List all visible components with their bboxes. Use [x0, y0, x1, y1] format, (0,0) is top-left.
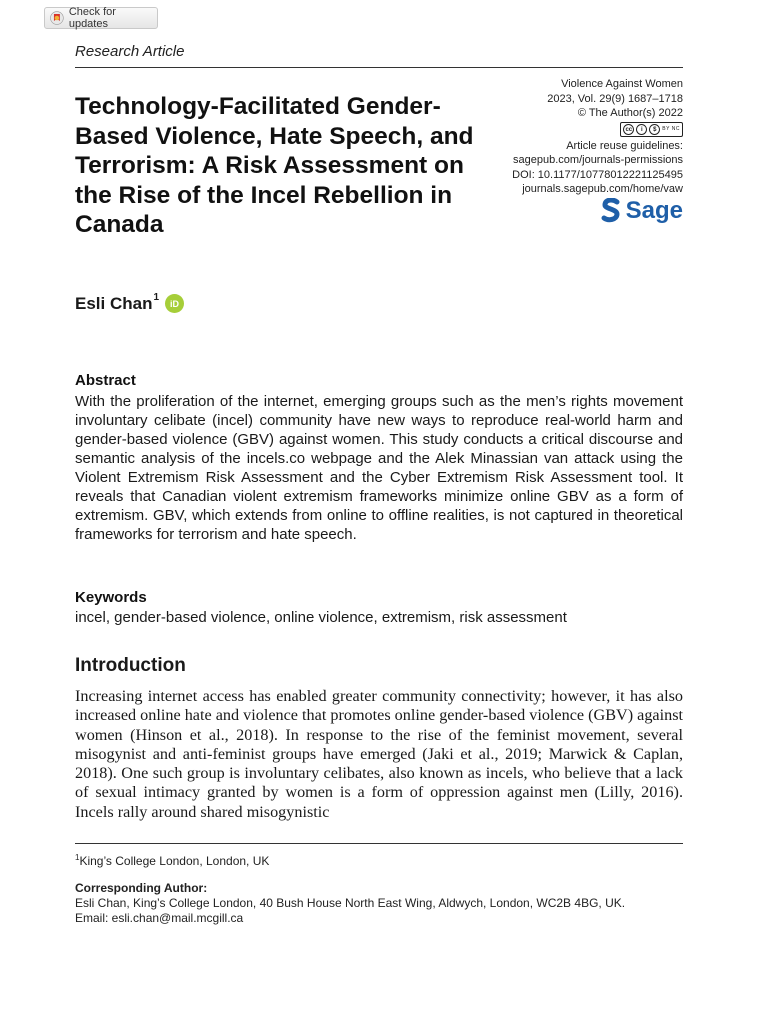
keywords-heading: Keywords — [75, 589, 147, 606]
cc-icon: cc — [623, 124, 634, 135]
journal-volume: 2023, Vol. 29(9) 1687–1718 — [547, 92, 683, 105]
footnote-mark: 1 — [75, 853, 80, 862]
journal-home-link[interactable]: journals.sagepub.com/home/vaw — [522, 183, 683, 195]
permissions-link[interactable]: sagepub.com/journals-permissions — [513, 154, 683, 166]
author-name: Esli Chan — [75, 294, 153, 313]
introduction-heading: Introduction — [75, 655, 186, 676]
check-for-updates-label: Check for updates — [68, 6, 116, 30]
by-icon: i — [636, 124, 647, 135]
copyright: © The Author(s) 2022 — [577, 107, 683, 119]
keywords-text: incel, gender-based violence, online violence, extremism, risk assessment — [75, 609, 567, 626]
footnote-text: King’s College London, London, UK — [79, 854, 270, 868]
publisher-name: Sage — [625, 197, 683, 224]
orcid-icon[interactable]: iD — [165, 294, 184, 313]
journal-name: Violence Against Women — [561, 78, 683, 90]
reuse-guidelines: Article reuse guidelines: — [566, 139, 683, 152]
header-divider — [75, 67, 683, 68]
article-title: Technology-Facilitated Gender-Based Violence, Hate Speech, and Terrorism: A Risk Assessment on the Rise of the Incel Rebellion in Canada — [75, 93, 474, 238]
crossmark-icon — [50, 11, 64, 25]
nc-icon: $ — [649, 124, 660, 135]
corresponding-heading: Corresponding Author: — [75, 881, 208, 895]
footnote-divider — [75, 843, 683, 844]
doi[interactable]: DOI: 10.1177/10778012221125495 — [512, 168, 683, 181]
journal-info — [443, 77, 683, 197]
cc-license-badge[interactable] — [620, 122, 683, 137]
introduction-text: Increasing internet access has enabled greater community connectivity; however, it has also increased online hate and violence that promotes online gender-based violence (GBV) against women (Hinson et al., 2018). In response to the rise of the feminist movement, several misogynist and anti-feminist groups have emerged (Jaki et al., 2019; Marwick & Caplan, 2018). One such group is involuntary celibates, also known as incels, who believe that a lack of sexual intimacy granted by women is a form of oppression against men (Lilly, 2016). Incels rally around shared misogynistic — [75, 687, 683, 821]
corresponding-address: Esli Chan, King’s College London, 40 Bush House North East Wing, Aldwych, London, WC2B 4BG, UK. — [75, 896, 626, 910]
author-line — [75, 294, 184, 314]
license-label: BY NC — [662, 125, 680, 132]
affiliation-footnote — [75, 853, 269, 868]
sage-mark-icon — [601, 198, 621, 224]
abstract-text: With the proliferation of the internet, emerging groups such as the men’s rights movement involuntary celibate (incel) community have new ways to reproduce real-world harm and gender-based violence (GBV) against women. This study conducts a critical discourse and semantic analysis of the incels.co webpage and the Alek Minassian van attack using the Violent Extremism Risk Assessment and the Cyber Extremism Risk Assessment tool. It reveals that Canadian violent extremism frameworks minimize online GBV as a form of extremism. GBV, which extends from online to offline realities, is not captured in theoretical frameworks for terrorism and hate speech. — [75, 393, 683, 543]
check-for-updates-button[interactable] — [44, 7, 158, 29]
article-type: Research Article — [75, 43, 185, 60]
abstract-heading: Abstract — [75, 372, 136, 389]
corresponding-email[interactable]: Email: esli.chan@mail.mcgill.ca — [75, 911, 244, 925]
sage-logo — [601, 197, 683, 225]
corresponding-author — [75, 881, 695, 926]
affiliation-mark: 1 — [153, 292, 160, 303]
